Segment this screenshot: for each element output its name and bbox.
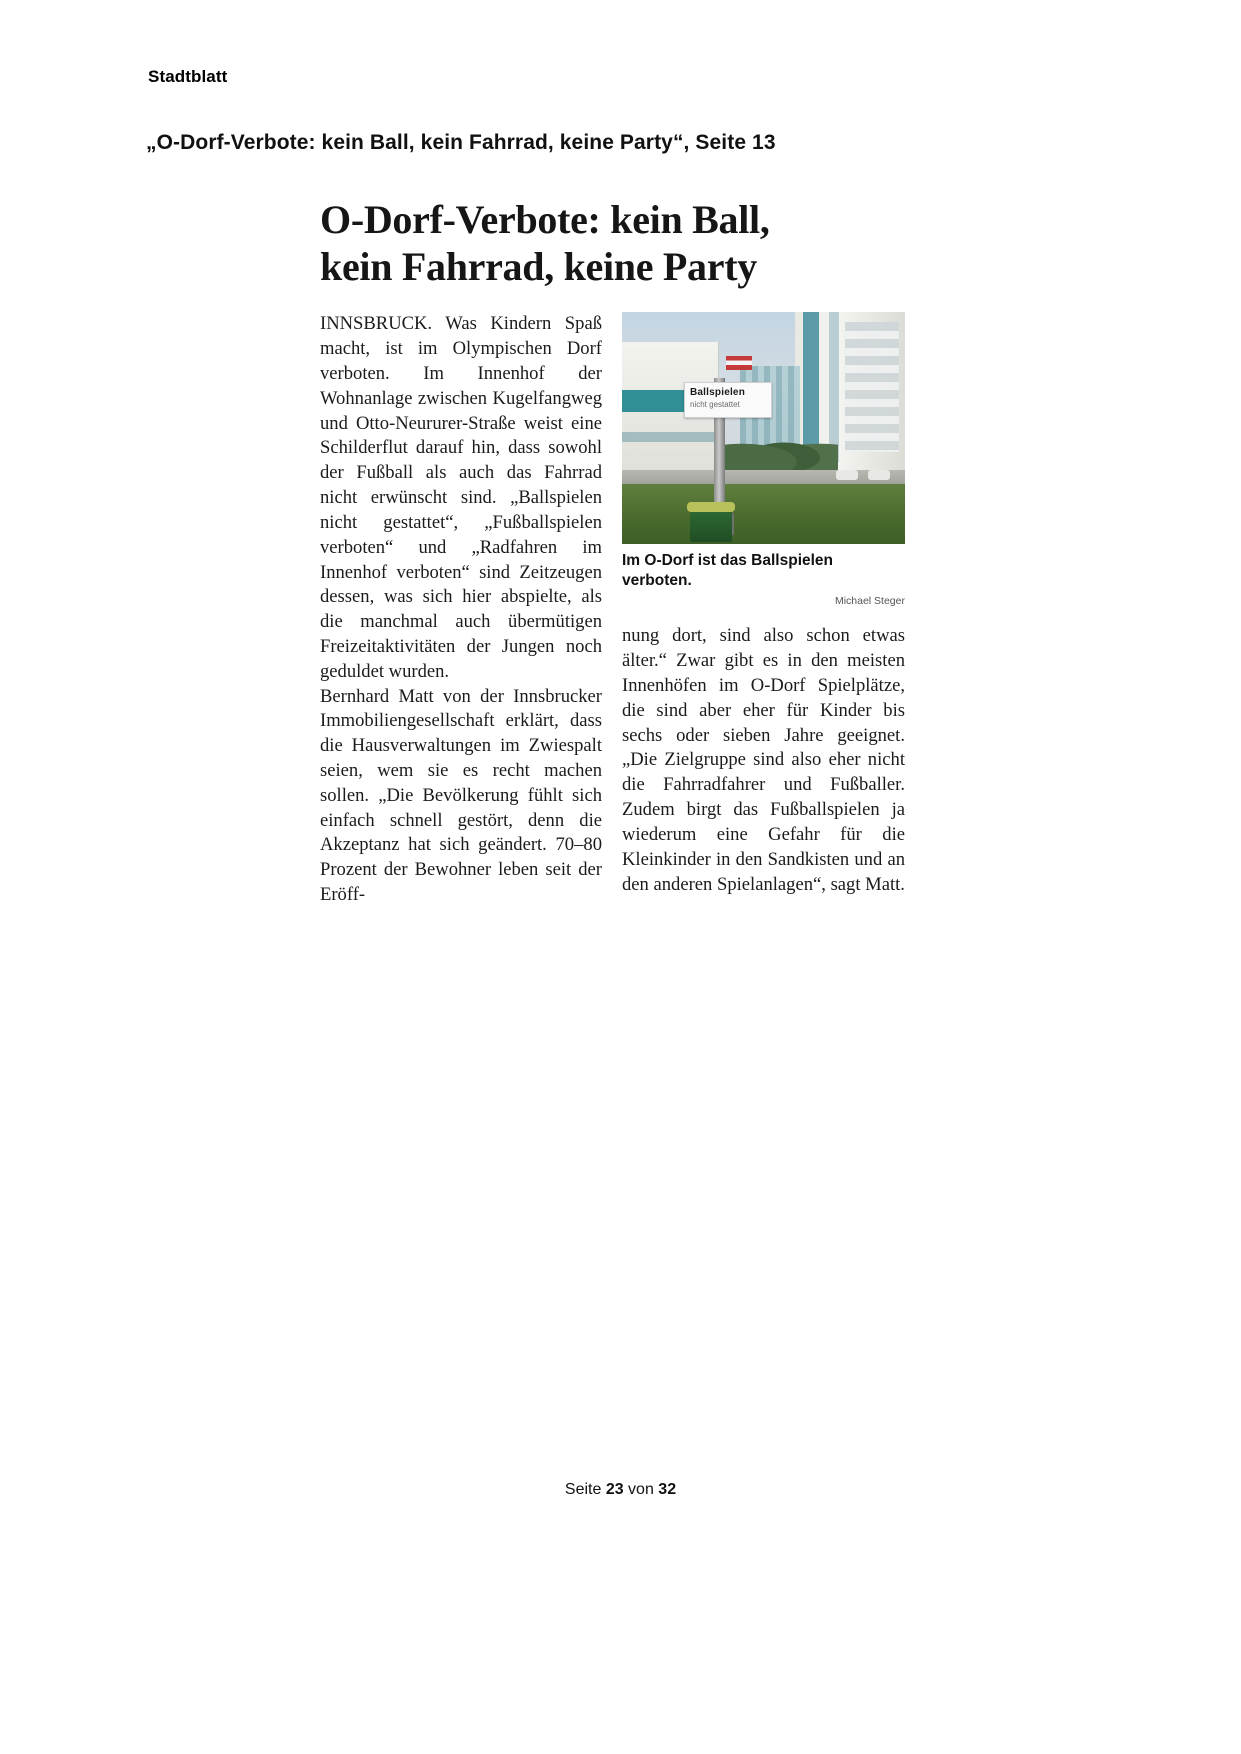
photo-waste-bin [690, 508, 732, 542]
clipping-body [320, 312, 905, 912]
clipping-headline-line-2: kein Fahrrad, keine Party [320, 244, 757, 290]
article-column-left [320, 312, 602, 908]
photo-car [836, 470, 858, 480]
page-title: „O-Dorf-Verbote: kein Ball, kein Fahrrad, keine Party“, Seite 13 [146, 131, 776, 154]
article-paragraph-3: nung dort, sind also schon etwas älter.“ Zwar gibt es in den meisten Innenhöfen im O-Dorf Spielplätze, die sind aber eher für Kinder bis sechs oder sieben Jahre geeignet. „Die Zielgruppe sind also eher nicht die Fahrradfahrer und Fußballer. Zudem birgt das Fußballspielen ja wiederum eine Gefahr für die Kleinkinder in den Sandkisten und an den anderen Spielanlagen“, sagt Matt. [622, 625, 905, 895]
clipping-headline-line-1: O-Dorf-Verbote: kein Ball, [320, 197, 770, 242]
article-photo [622, 312, 905, 544]
article-photo-block [622, 312, 905, 607]
sign-text-line-2: nicht gestattet [690, 400, 740, 410]
document-header-label: Stadtblatt [148, 67, 228, 86]
sign-text-line-1: Ballspielen [690, 387, 745, 399]
article-paragraph-1: INNSBRUCK. Was Kindern Spaß macht, ist im Olympischen Dorf verboten. Im Innenhof der Wohnanlage zwischen Kugelfangweg und Otto-Neururer-Straße weist eine Schilderflut darauf hin, dass sowohl der Fußball als auch das Fahrrad nicht erwünscht sind. „Ballspielen nicht gestattet“, „Fußballspielen verboten“ und „Radfahren im Innenhof verboten“ sind Zeitzeugen dessen, was sich hier abspielte, als die manchmal auch übermütigen Freizeitaktivitäten der Jungen noch geduldet wurden. [320, 313, 602, 682]
article-paragraph-2: Bernhard Matt von der Innsbrucker Immobiliengesellschaft erklärt, dass die Hausverwaltungen im Zwiespalt seien, wem sie es recht machen sollen. „Die Bevölkerung fühlt sich einfach schnell gestört, denn die Akzeptanz hat sich geändert. 70–80 Prozent der Bewohner leben seit der Eröff- [320, 685, 602, 906]
footer-total-pages: 32 [658, 1481, 677, 1498]
footer-middle: von [623, 1481, 659, 1498]
photo-caption: Im O-Dorf ist das Ballspielen verboten. [622, 552, 834, 590]
page-footer [0, 1481, 1241, 1499]
photo-car [868, 470, 890, 480]
photo-credit: Michael Steger [834, 595, 905, 608]
footer-page-number: 23 [605, 1481, 624, 1498]
photo-lawn [622, 484, 905, 544]
footer-prefix: Seite [564, 1481, 606, 1498]
clipping-headline [320, 196, 905, 290]
article-column-right [622, 624, 905, 897]
photo-flag [726, 356, 752, 370]
newspaper-clipping [320, 196, 905, 912]
photo-prohibition-sign [684, 382, 772, 418]
